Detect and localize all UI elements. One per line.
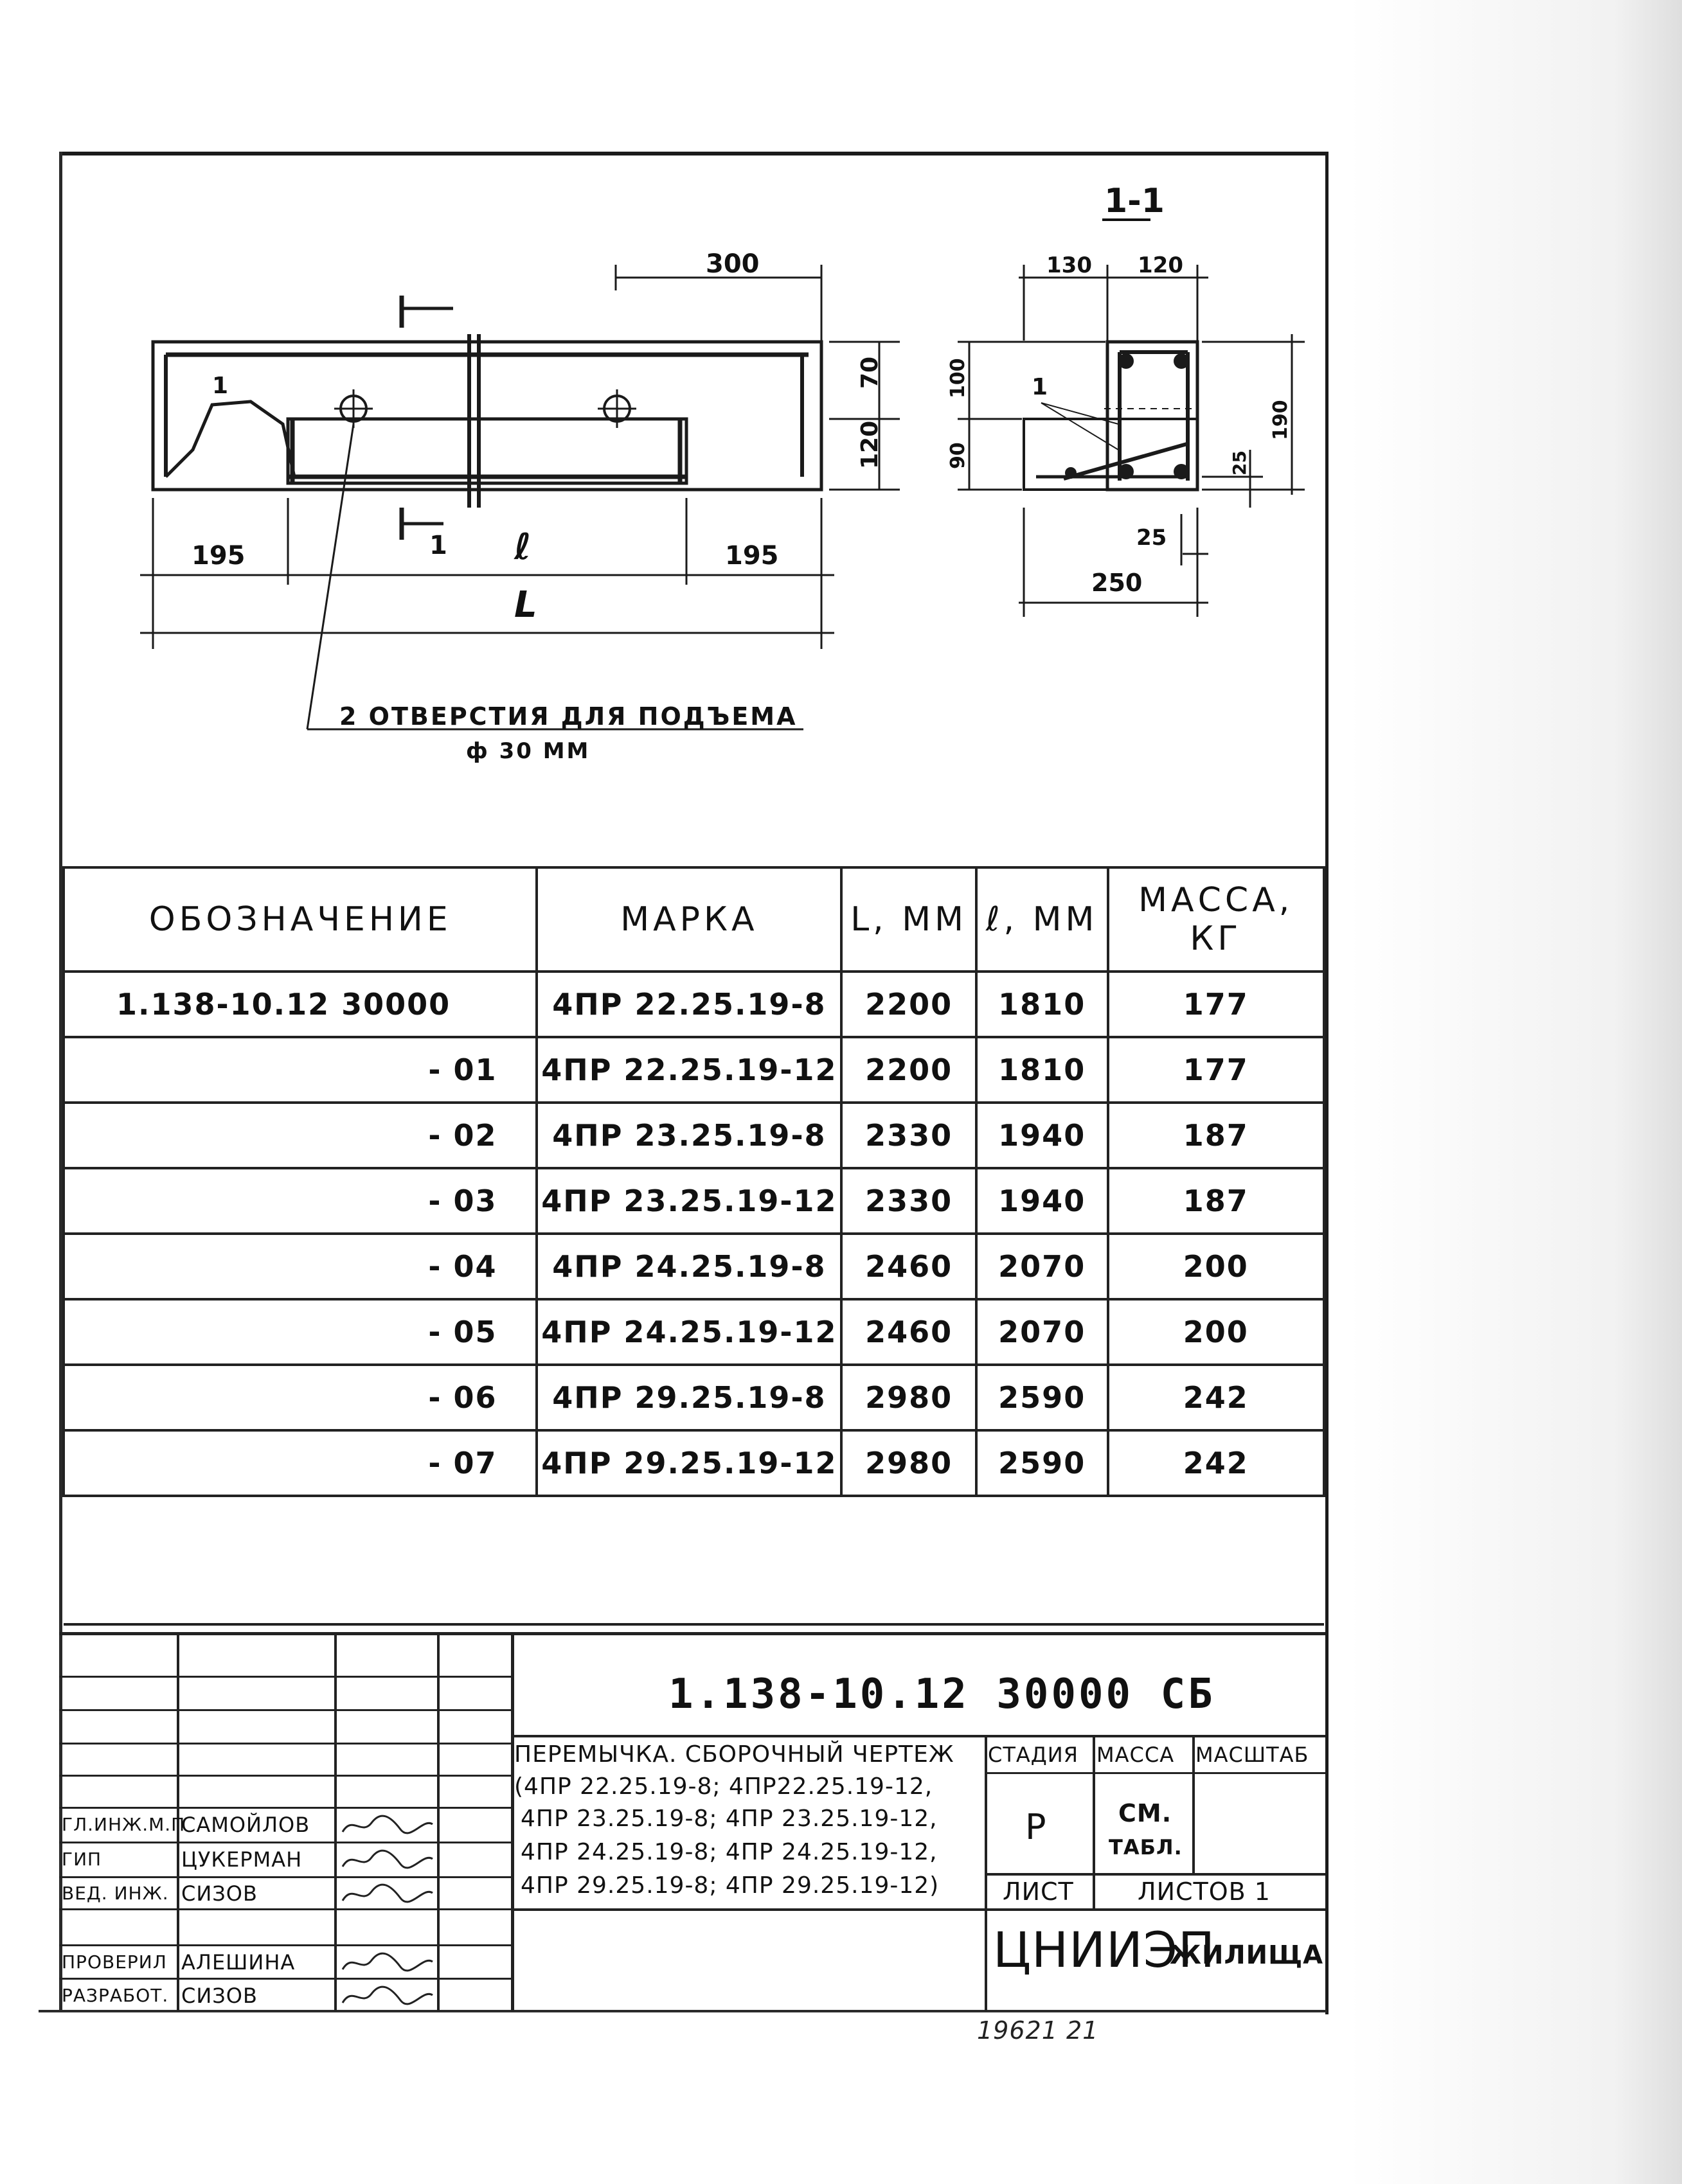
cell-length-l: 1940 [976,1168,1108,1234]
lifting-hole-diameter: ф 30 ММ [466,738,591,764]
signature-role: ВЕД. ИНЖ. [62,1883,169,1904]
signature-name: СИЗОВ [181,1984,258,2008]
table-blank-row [64,1496,1324,1624]
cell-length-L: 2980 [841,1430,976,1496]
cell-length-L: 2330 [841,1103,976,1168]
table-row [64,1234,1324,1299]
signature-role: ПРОВЕРИЛ [62,1951,167,1973]
cell-designation: - 06 [64,1365,537,1430]
cell-designation: - 02 [64,1103,537,1168]
title-line-3: 4ПР 23.25.19-8; 4ПР 23.25.19-12, [521,1806,938,1832]
section-position-1-label: 1 [1032,374,1048,400]
header-length-L: L, ММ [841,867,976,972]
mass-value-line-2: ТАБЛ. [1109,1835,1183,1860]
dim-300: 300 [706,249,760,279]
stage-value: Р [1025,1807,1047,1847]
cell-mark: 4ПР 23.25.19-8 [537,1103,841,1168]
specification-table [62,866,1325,1626]
cell-length-L: 2460 [841,1299,976,1365]
cut-mark-bottom: 1 [429,531,447,560]
table-header-row [64,867,1324,972]
cell-length-L: 2460 [841,1234,976,1299]
cell-mass: 242 [1108,1430,1325,1496]
stage-label: СТАДИЯ [988,1743,1078,1767]
dim-l: ℓ [514,526,532,568]
handwritten-archive-number: 19621 21 [977,2016,1099,2045]
section-dim-190: 190 [1269,400,1292,440]
cell-length-L: 2330 [841,1168,976,1234]
cell-length-L: 2980 [841,1365,976,1430]
cell-length-l: 2070 [976,1299,1108,1365]
cell-length-l: 2590 [976,1430,1108,1496]
signature-name: ЦУКЕРМАН [181,1847,303,1872]
cell-mark: 4ПР 29.25.19-12 [537,1430,841,1496]
section-dim-25: 25 [1136,525,1167,551]
lifting-hole-note: 2 ОТВЕРСТИЯ ДЛЯ ПОДЪЕМА [339,702,798,731]
beam-drawing [0,0,1682,861]
cell-length-l: 1810 [976,1037,1108,1103]
title-line-1: ПЕРЕМЫЧКА. СБОРОЧНЫЙ ЧЕРТЕЖ [514,1741,954,1768]
signature-role: ГЛ.ИНЖ.М.П [62,1814,186,1835]
cell-length-l: 2590 [976,1365,1108,1430]
dim-L: L [514,584,537,626]
header-mark: МАРКА [537,867,841,972]
section-dim-120: 120 [1138,253,1183,278]
cell-mark: 4ПР 24.25.19-8 [537,1234,841,1299]
table-row [64,1037,1324,1103]
cell-length-l: 1940 [976,1103,1108,1168]
cell-mass: 177 [1108,972,1325,1037]
sheets-count: ЛИСТОВ 1 [1138,1878,1271,1906]
cell-length-l: 2070 [976,1234,1108,1299]
cell-mass: 187 [1108,1168,1325,1234]
organization-suffix: ЖИЛИЩА [1170,1940,1324,1970]
section-label: 1-1 [1104,182,1165,220]
section-dim-250: 250 [1091,569,1143,597]
cell-mark: 4ПР 24.25.19-12 [537,1299,841,1365]
header-mass: МАССА, КГ [1108,867,1325,972]
sheet-label: ЛИСТ [1003,1878,1074,1906]
cell-mass: 200 [1108,1234,1325,1299]
cell-mark: 4ПР 22.25.19-8 [537,972,841,1037]
signature-name: СИЗОВ [181,1881,258,1906]
dim-195-right: 195 [725,541,779,571]
section-dim-100: 100 [947,358,969,398]
dim-70: 70 [857,356,883,389]
cell-designation: - 03 [64,1168,537,1234]
cell-length-L: 2200 [841,1037,976,1103]
title-line-5: 4ПР 29.25.19-8; 4ПР 29.25.19-12) [521,1872,940,1899]
cell-designation: - 07 [64,1430,537,1496]
table-row [64,1299,1324,1365]
cell-designation: - 05 [64,1299,537,1365]
cell-designation: - 01 [64,1037,537,1103]
signature-role: РАЗРАБОТ. [62,1985,169,2006]
mass-label: МАССА [1096,1743,1175,1767]
document-code: 1.138-10.12 30000 СБ [668,1671,1215,1718]
cell-mass: 187 [1108,1103,1325,1168]
signature-scribble [339,1948,436,1978]
cell-mass: 242 [1108,1365,1325,1430]
signature-scribble [339,1879,436,1910]
table-row [64,1168,1324,1234]
section-dim-90: 90 [947,442,969,469]
signature-scribble [339,1810,436,1841]
cell-designation: 1.138-10.12 30000 [64,972,537,1037]
cell-designation: - 04 [64,1234,537,1299]
cell-mass: 177 [1108,1037,1325,1103]
table-row [64,1365,1324,1430]
cell-mark: 4ПР 23.25.19-12 [537,1168,841,1234]
position-1-label: 1 [212,373,229,399]
signature-name: САМОЙЛОВ [181,1813,310,1837]
cell-mark: 4ПР 22.25.19-12 [537,1037,841,1103]
cell-length-L: 2200 [841,972,976,1037]
signature-name: АЛЕШИНА [181,1950,296,1975]
cell-mark: 4ПР 29.25.19-8 [537,1365,841,1430]
cell-length-l: 1810 [976,972,1108,1037]
frame-bottom-border [39,2010,1327,2012]
dim-120: 120 [857,420,883,469]
table-row [64,1430,1324,1496]
title-line-4: 4ПР 24.25.19-8; 4ПР 24.25.19-12, [521,1839,938,1865]
scale-label: МАСШТАБ [1195,1743,1309,1767]
header-length-l: ℓ, ММ [976,867,1108,972]
table-row [64,972,1324,1037]
cell-mass: 200 [1108,1299,1325,1365]
beam-outline [153,342,821,490]
signature-role: ГИП [62,1849,102,1870]
header-designation: ОБОЗНАЧЕНИЕ [64,867,537,972]
section-dim-25-vertical: 25 [1229,450,1250,475]
dim-195-left: 195 [192,541,246,571]
signature-scribble [339,1845,436,1876]
mass-value-line-1: СМ. [1118,1799,1172,1827]
organization-name: ЦНИИЭП [993,1921,1216,1978]
signature-scribble [339,1981,436,2012]
table-row [64,1103,1324,1168]
title-line-2: (4ПР 22.25.19-8; 4ПР22.25.19-12, [514,1773,933,1800]
section-dim-130: 130 [1046,253,1092,278]
